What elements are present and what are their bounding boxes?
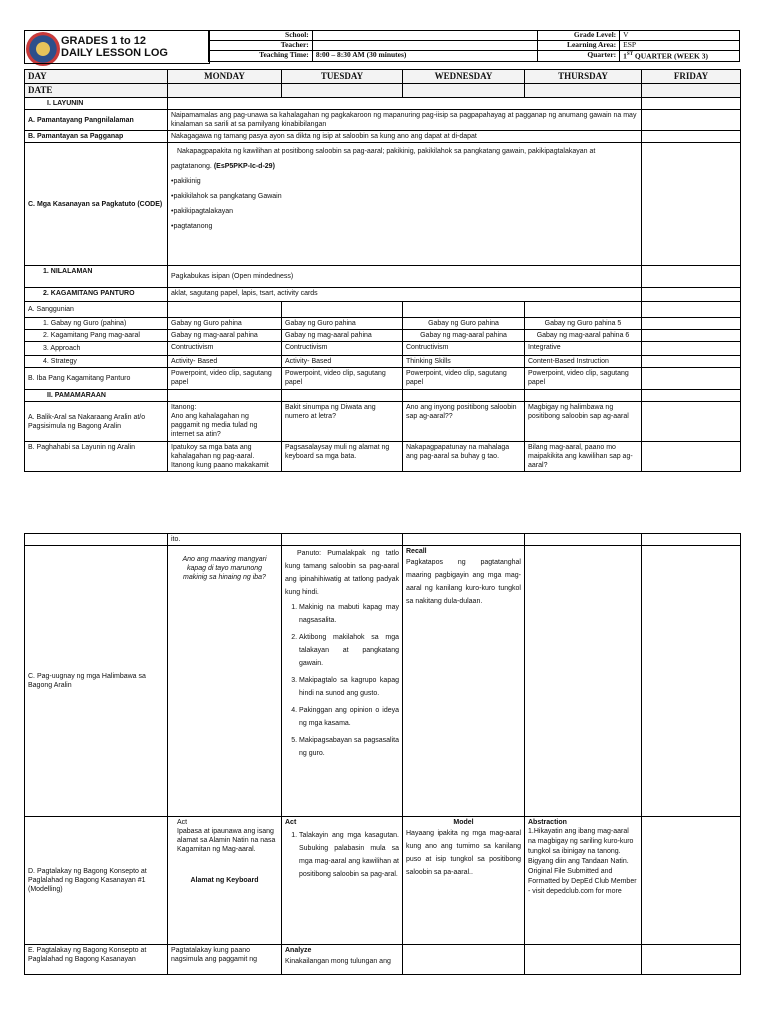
title-line-2: DAILY LESSON LOG xyxy=(61,47,168,59)
pamantayang-pangnilalaman-label: A. Pamantayang Pangnilalaman xyxy=(25,110,168,131)
teacher-value xyxy=(312,41,537,51)
pag-uugnay-mon: Ano ang maaring mangyari kapag di tayo marunong makinig sa hinaing ng iba? xyxy=(168,546,282,817)
kagamitang-mag-aaral-wed: Gabay ng mag-aaral pahina xyxy=(403,330,525,342)
paghahabi-label: B. Paghahabi sa Layunin ng Aralin xyxy=(25,442,168,472)
grade-level-value: V xyxy=(620,31,740,41)
gabay-guro-mon: Gabay ng Guro pahina xyxy=(168,318,282,330)
kagamitang-mag-aaral-tue: Gabay ng mag-aaral pahina xyxy=(282,330,403,342)
iba-pang-kagamitan-tue: Powerpoint, video clip, sagutang papel xyxy=(282,368,403,390)
strategy-tue: Activity- Based xyxy=(282,356,403,368)
kagamitang-panturo-label: 2. KAGAMITANG PANTURO xyxy=(25,288,168,302)
sanggunian-label: A. Sanggunian xyxy=(25,302,168,318)
pagtalakay-2-tue: Analyze Kinakailangan mong tulungan ang xyxy=(282,945,403,975)
pag-uugnay-wed: Recall Pagkatapos ng pagtatanghal maaring pagbigayin ang mga mag-aaral ng kanilang kuro-kuro tungkol sa nakitang dula-dulaan. xyxy=(403,546,525,817)
layunin-heading: I. LAYUNIN xyxy=(25,98,168,110)
header-info-table xyxy=(208,30,740,62)
approach-wed: Contructivism xyxy=(403,342,525,356)
approach-tue: Contructivism xyxy=(282,342,403,356)
balik-aral-label: A. Balik-Aral sa Nakaraang Aralin at/o Pagsisimula ng Bagong Aralin xyxy=(25,402,168,442)
kagamitang-mag-aaral-mon: Gabay ng mag-aaral pahina xyxy=(168,330,282,342)
pagtalakay-1-wed: Model Hayaang ipakita ng mga mag-aaral kung ano ang tumimo sa kanilang puso at isip tungkol sa positibong saloobin sa pa-aaral.. xyxy=(403,817,525,945)
panuto-item: 5. Makipagsabayan sa pagsasalita ng guro. xyxy=(299,734,399,760)
kagamitang-mag-aaral-label: 2. Kagamitang Pang mag-aaral xyxy=(25,330,168,342)
pagtalakay-2-mon: Pagtatalakay kung paano nagsimula ang paggamit ng xyxy=(168,945,282,975)
thursday-header: THURSDAY xyxy=(525,70,642,84)
pagtalakay-1-label: D. Pagtalakay ng Bagong Konsepto at Paglalahad ng Bagong Kasanayan #1 (Modelling) xyxy=(25,817,168,945)
gabay-guro-label: 1. Gabay ng Guro (pahina) xyxy=(25,318,168,330)
pag-uugnay-tue: Panuto: Pumalakpak ng tatlo kung tamang saloobin sa pag-aaral ang ipinahihiwatig at tatlong padyak kung hindi. 1. Makinig na mabuti kapag may nagsasalita. 2. Aktibong makilahok sa mga talakayan at pangkatang gawain. 3. Makipagtalo sa kagrupo kapag hindi na sunod ang gusto. 4. Pakinggan ang opinion o ideya ng mga kasama. 5. Makipagsabayan sa pagsasalita ng guro. xyxy=(282,546,403,817)
paghahabi-tue: Pagsasalaysay muli ng alamat ng keyboard sa mga bata. xyxy=(282,442,403,472)
kasanayan-label: C. Mga Kasanayan sa Pagkatuto (CODE) xyxy=(25,143,168,266)
act-item: 1. Talakayin ang mga kasagutan. Subuking palabasin mula sa mga mag-aaral ang kawilihan at positibong saloobin sa pag-aral. xyxy=(299,829,399,881)
title-line-1: GRADES 1 to 12 xyxy=(61,35,146,47)
monday-header: MONDAY xyxy=(168,70,282,84)
continued-text: ito. xyxy=(168,534,282,546)
learning-area-value: ESP xyxy=(620,41,740,51)
school-label: School: xyxy=(209,31,313,41)
kagamitang-mag-aaral-thu: Gabay ng mag-aaral pahina 6 xyxy=(525,330,642,342)
skill-bullet: •pakikilahok sa pangkatang Gawain xyxy=(171,193,282,200)
strategy-wed: Thinking Skills xyxy=(403,356,525,368)
teacher-label: Teacher: xyxy=(209,41,313,51)
lesson-log-table-page2 xyxy=(24,533,741,975)
nilalaman-text: Pagkabukas isipan (Open mindedness) xyxy=(168,266,642,288)
pagtalakay-2-label: E. Pagtalakay ng Bagong Konsepto at Paglalahad ng Bagong Kasanayan xyxy=(25,945,168,975)
strategy-mon: Activity- Based xyxy=(168,356,282,368)
kagamitang-panturo-text: aklat, sagutang papel, lapis, tsart, activity cards xyxy=(168,288,642,302)
panuto-item: 3. Makipagtalo sa kagrupo kapag hindi na sunod ang gusto. xyxy=(299,674,399,700)
document-title xyxy=(24,30,210,64)
strategy-thu: Content-Based Instruction xyxy=(525,356,642,368)
strategy-label: 4. Strategy xyxy=(25,356,168,368)
gabay-guro-tue: Gabay ng Guro pahina xyxy=(282,318,403,330)
panuto-item: 4. Pakinggan ang opinion o ideya ng mga kasama. xyxy=(299,704,399,730)
friday-header: FRIDAY xyxy=(642,70,741,84)
teaching-time-value: 8:00 – 8:30 AM (30 minutes) xyxy=(312,51,537,62)
alamat-title: Alamat ng Keyboard xyxy=(190,877,259,884)
school-value xyxy=(312,31,537,41)
wednesday-header: WEDNESDAY xyxy=(403,70,525,84)
iba-pang-kagamitan-label: B. Iba Pang Kagamitang Panturo xyxy=(25,368,168,390)
approach-thu: Integrative xyxy=(525,342,642,356)
iba-pang-kagamitan-mon: Powerpoint, video clip, sagutang papel xyxy=(168,368,282,390)
skill-bullet: •pakikinig xyxy=(171,178,201,185)
approach-mon: Contructivism xyxy=(168,342,282,356)
balik-aral-thu: Magbigay ng halimbawa ng positibong saloobin sap ag-aaral xyxy=(525,402,642,442)
learning-area-label: Learning Area: xyxy=(538,41,620,51)
paghahabi-wed: Nakapagpapatunay na mahalaga ang pag-aaral sa buhay g tao. xyxy=(403,442,525,472)
balik-aral-mon: Itanong: Ano ang kahalagahan ng paggamit ng media tulad ng internet sa atin? xyxy=(168,402,282,442)
paghahabi-mon: Ipatukoy sa mga bata ang kahalagahan ng pag-aaral. Itanong kung paano makakamit xyxy=(168,442,282,472)
nilalaman-label: 1. NILALAMAN xyxy=(25,266,168,288)
pagtalakay-1-tue: Act 1. Talakayin ang mga kasagutan. Subuking palabasin mula sa mga mag-aaral ang kawilihan at positibong saloobin sa pag-aral. xyxy=(282,817,403,945)
grade-level-label: Grade Level: xyxy=(538,31,620,41)
date-label: DATE xyxy=(25,84,168,98)
pagtalakay-1-thu: Abstraction 1.Hikayatin ang ibang mag-aaral na magbigay ng sariling kuro-kuro tungkol sa ibinigay na tanong. Bigyang diin ang Tandaan Natin. Original File Submitted and Formatted by DepEd Club Member - visit depedclub.com for more xyxy=(525,817,642,945)
skill-bullet: •pakikipagtalakayan xyxy=(171,208,233,215)
lesson-log-table-page1 xyxy=(24,69,741,472)
panuto-item: 1. Makinig na mabuti kapag may nagsasalita. xyxy=(299,601,399,627)
balik-aral-tue: Bakit sinumpa ng Diwata ang numero at letra? xyxy=(282,402,403,442)
pamantayan-sa-pagganap-text: Nakagagawa ng tamang pasya ayon sa dikta ng isip at saloobin sa kung ano ang dapat at di-dapat xyxy=(168,131,642,143)
gabay-guro-thu: Gabay ng Guro pahina 5 xyxy=(525,318,642,330)
skill-bullet: •pagtatanong xyxy=(171,223,213,230)
teaching-time-label: Teaching Time: xyxy=(209,51,313,62)
approach-label: 3. Approach xyxy=(25,342,168,356)
iba-pang-kagamitan-wed: Powerpoint, video clip, sagutang papel xyxy=(403,368,525,390)
pag-uugnay-label: C. Pag-uugnay ng mga Halimbawa sa Bagong Aralin xyxy=(25,546,168,817)
tuesday-header: TUESDAY xyxy=(282,70,403,84)
day-header: DAY xyxy=(25,70,168,84)
iba-pang-kagamitan-thu: Powerpoint, video clip, sagutang papel xyxy=(525,368,642,390)
pamantayan-sa-pagganap-label: B. Pamantayan sa Pagganap xyxy=(25,131,168,143)
pamamaraan-heading: II. PAMAMARAAN xyxy=(25,390,168,402)
pagtalakay-1-mon: Act Ipabasa at ipaunawa ang isang alamat sa Alamin Natin na nasa Kagamitan ng Mag-aaral. Alamat ng Keyboard xyxy=(168,817,282,945)
quarter-label: Quarter: xyxy=(538,51,620,62)
pamantayang-pangnilalaman-text: Naipamamalas ang pag-unawa sa kahalagahan ng pagkakaroon ng mapanuring pag-iisip sa pagpapahayag at pagganap ng anumang gawain na may kinalaman sa sarili at sa pamilyang kinabibilangan xyxy=(168,110,642,131)
gabay-guro-wed: Gabay ng Guro pahina xyxy=(403,318,525,330)
panuto-item: 2. Aktibong makilahok sa mga talakayan at pangkatang gawain. xyxy=(299,631,399,670)
balik-aral-wed: Ano ang inyong positibong saloobin sap ag-aaral?? xyxy=(403,402,525,442)
kasanayan-text: Nakapagpapakita ng kawilihan at positibong saloobin sa pag-aaral; pakikinig, pakikilahok sa pangkatang gawain, pakikipagtalakayan at pagtatanong. (EsP5PKP-Ic-d-29) •pakikinig •pakikilahok sa pangkatang Gawain •pakikipagtalakayan •pagtatanong xyxy=(168,143,642,266)
paghahabi-thu: Bilang mag-aaral, paano mo maipakikita ang kawilihan sap ag-aaral? xyxy=(525,442,642,472)
quarter-value: 1ST QUARTER (WEEK 3) xyxy=(620,51,740,62)
